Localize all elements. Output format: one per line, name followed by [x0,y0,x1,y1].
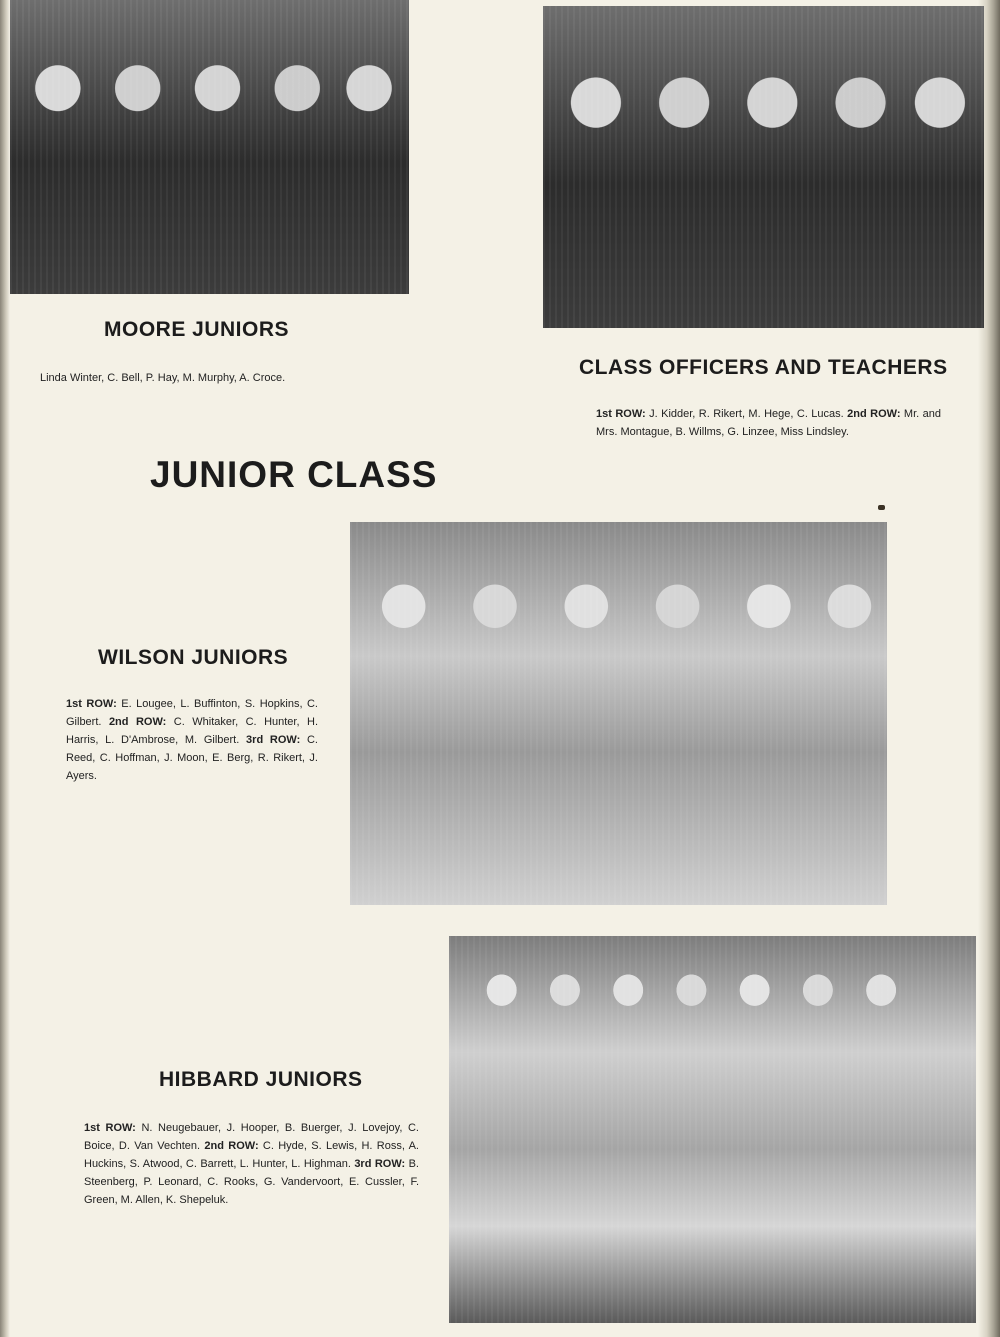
row-names: N. Neugebauer, J. Hooper, B. Buerger, J. Lovejoy, C. Boice, D. Van Vechten. [84,1122,419,1152]
page-title: JUNIOR CLASS [150,454,438,495]
hibbard-juniors-photo [449,936,976,1323]
row-names: C. Reed, C. Hoffman, J. Moon, E. Berg, R. Rikert, J. Ayers. [66,734,318,782]
class-officers-caption [596,405,941,441]
row-label: 1st ROW: [66,698,117,710]
row-names: E. Lougee, L. Buffinton, S. Hopkins, C. Gilbert. [66,698,318,728]
class-officers-title: CLASS OFFICERS AND TEACHERS [579,356,948,379]
row-label: 1st ROW: [84,1122,136,1134]
class-officers-photo [543,6,984,328]
hibbard-juniors-caption [84,1119,419,1209]
row-label: 3rd ROW: [354,1158,406,1170]
moore-juniors-title: MOORE JUNIORS [104,318,290,341]
row-names: C. Hyde, S. Lewis, H. Ross, A. Huckins, S. Atwood, C. Barrett, L. Hunter, L. Highman. [84,1140,419,1170]
moore-juniors-photo [10,0,409,294]
row-names: Mr. and Mrs. Montague, B. Willms, G. Linzee, Miss Lindsley. [596,408,941,438]
wilson-juniors-caption [66,695,318,785]
hibbard-juniors-title: HIBBARD JUNIORS [159,1068,363,1091]
row-names: C. Whitaker, C. Hunter, H. Harris, L. D'Ambrose, M. Gilbert. [66,716,319,746]
wilson-juniors-title: WILSON JUNIORS [98,646,289,669]
row-label: 2nd ROW: [847,408,901,420]
row-names: J. Kidder, R. Rikert, M. Hege, C. Lucas. [645,408,848,420]
row-label: 2nd ROW: [108,716,167,728]
wilson-juniors-photo [350,522,887,905]
row-label: 2nd ROW: [204,1140,259,1152]
ink-speck [878,505,885,510]
row-label: 1st ROW: [596,408,646,420]
moore-juniors-caption: Linda Winter, C. Bell, P. Hay, M. Murphy, A. Croce. [40,372,286,384]
row-label: 3rd ROW: [246,734,301,746]
row-names: B. Steenberg, P. Leonard, C. Rooks, G. Vandervoort, E. Cussler, F. Green, M. Allen, K. Shepeluk. [84,1158,419,1206]
page-binding-edge [0,0,10,1337]
